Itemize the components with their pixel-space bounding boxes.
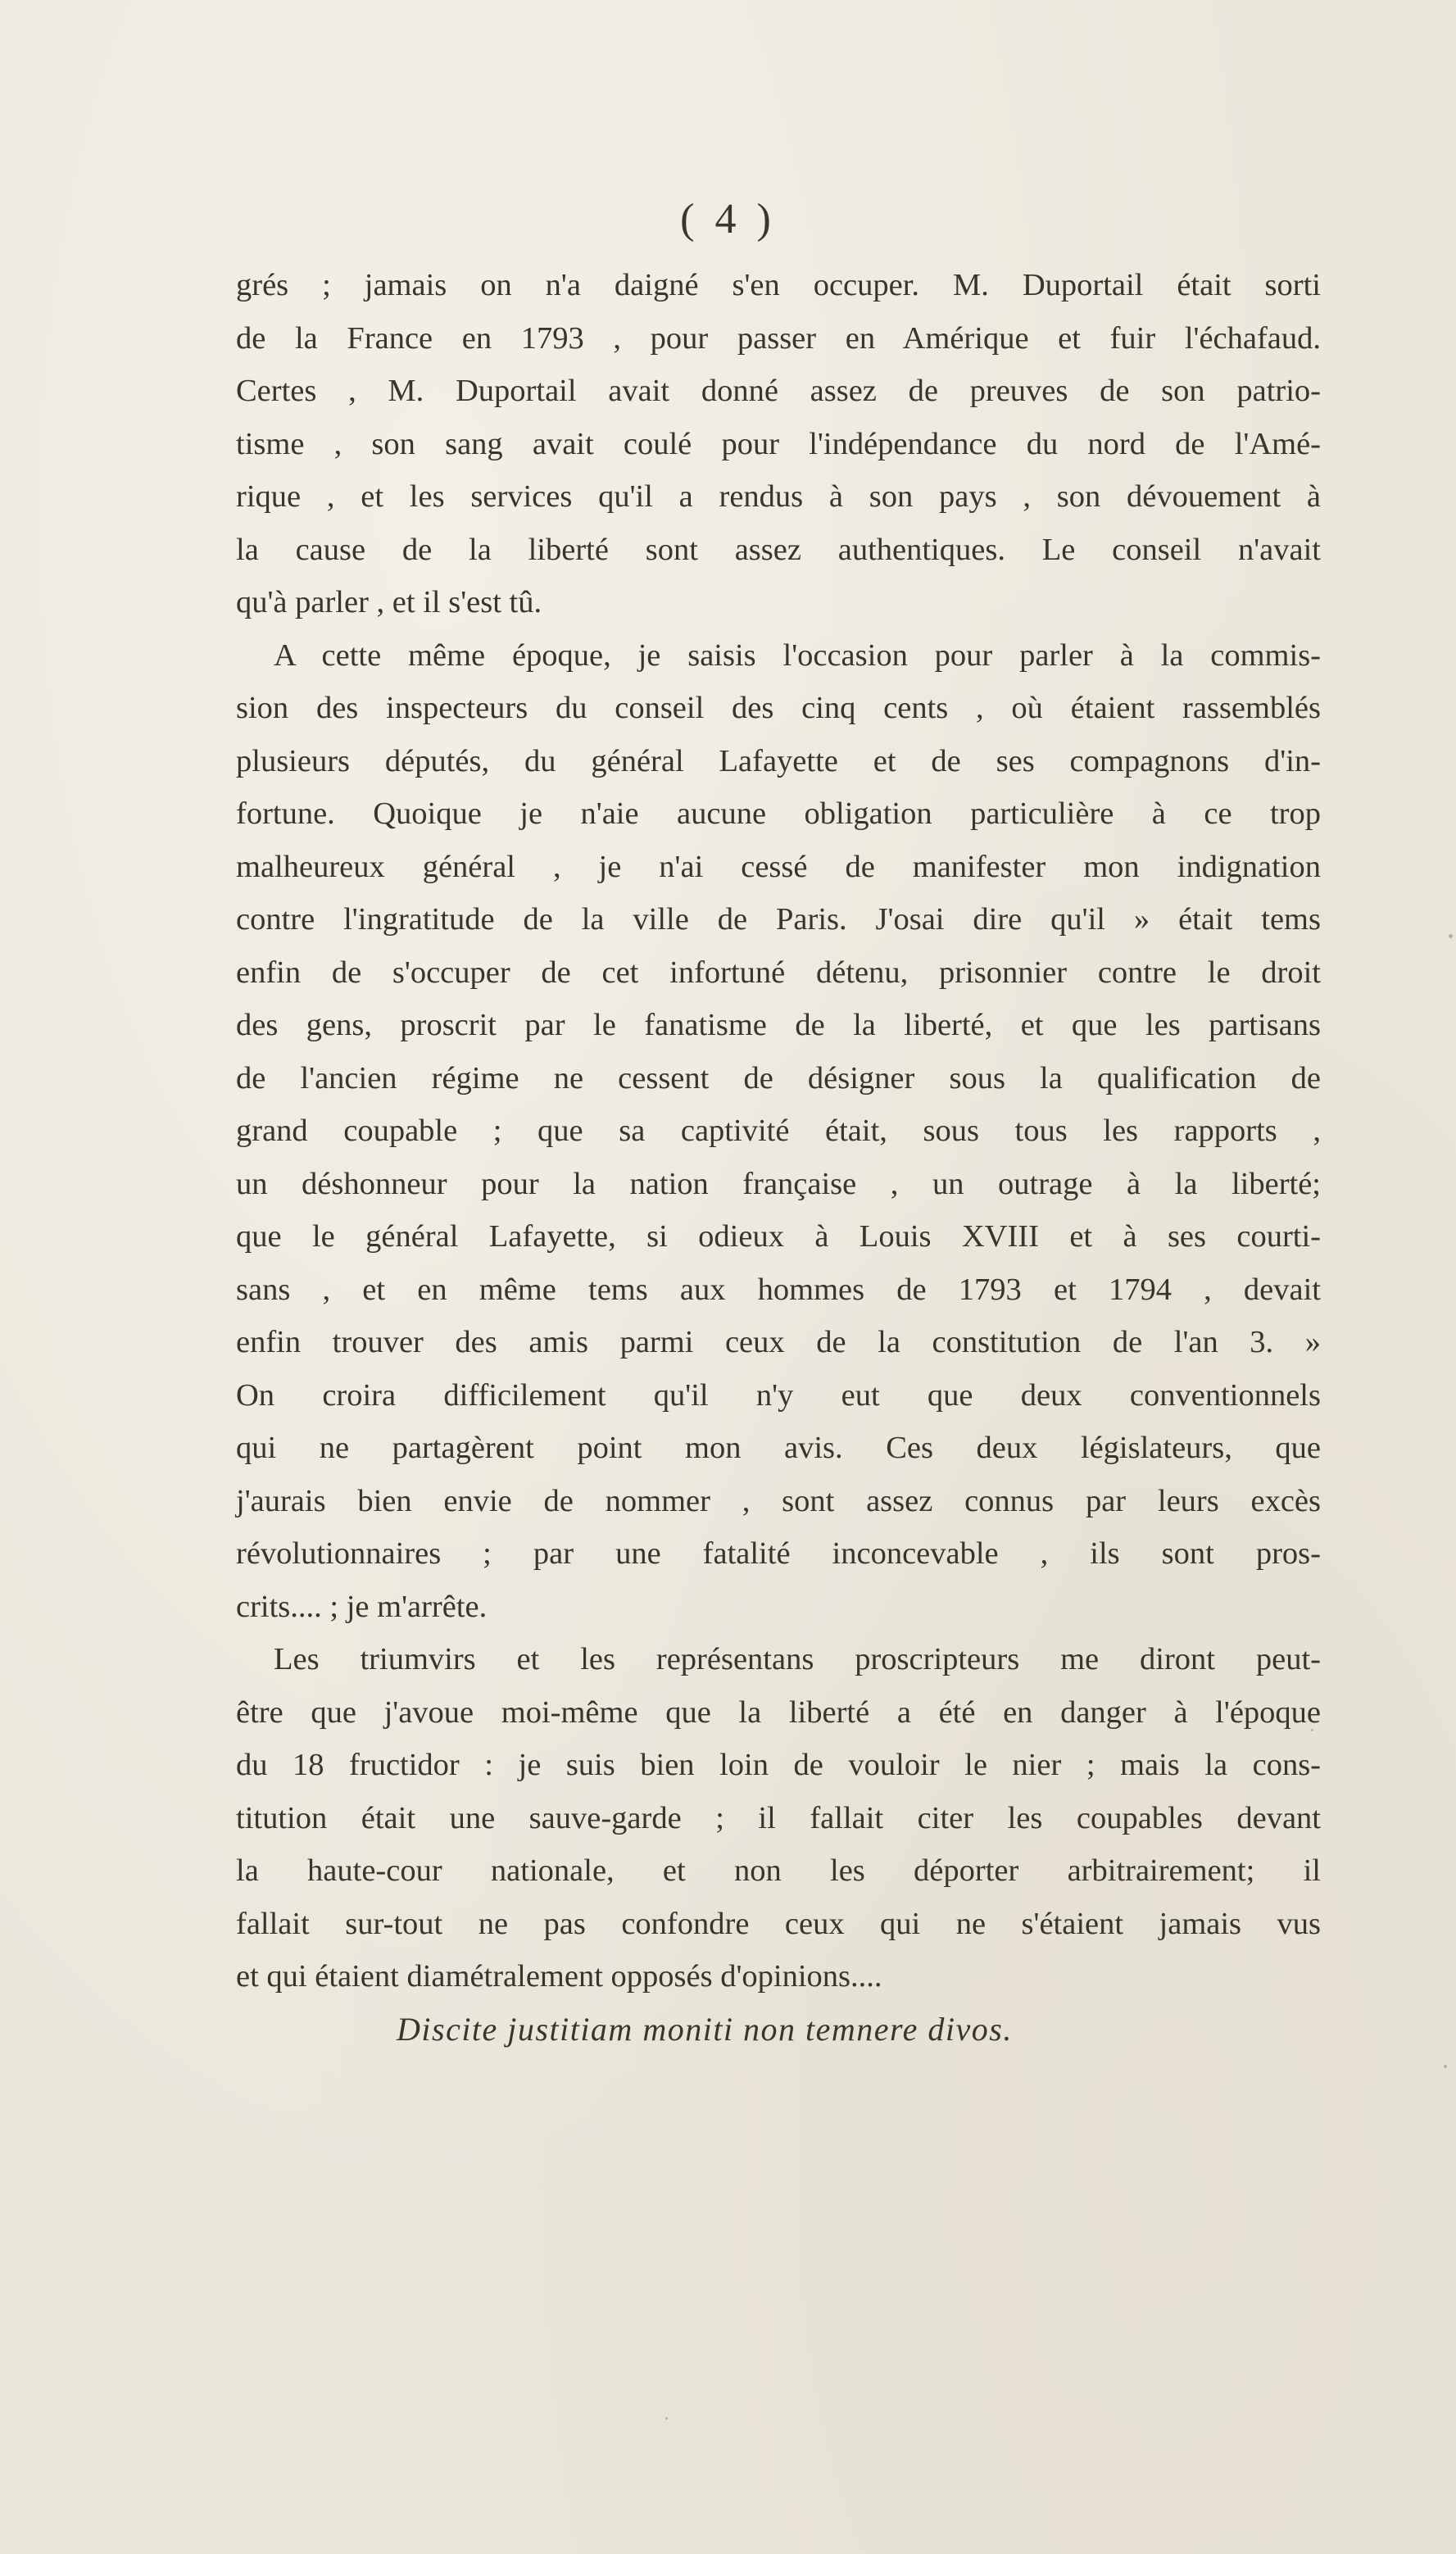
text-line: enfin de s'occuper de cet infortuné détenu, prisonnier contre le droit (236, 955, 1321, 990)
text-line: révolutionnaires ; par une fatalité inconcevable , ils sont pros- (236, 1536, 1321, 1571)
text-line: être que j'avoue moi-même que la liberté a été en danger à l'époque (236, 1694, 1321, 1730)
text-line: un déshonneur pour la nation française , un outrage à la liberté; (236, 1166, 1321, 1201)
text-line: Certes , M. Duportail avait donné assez de preuves de son patrio- (236, 374, 1321, 408)
text-line: A cette même époque, je saisis l'occasion pour parler à la commis- (274, 637, 1321, 673)
text-line: fallait sur-tout ne pas confondre ceux qui ne s'étaient jamais vus (236, 1906, 1321, 1941)
text-line: tisme , son sang avait coulé pour l'indépendance du nord de l'Amé- (236, 426, 1321, 461)
text-line: la cause de la liberté sont assez authentiques. Le conseil n'avait (236, 532, 1321, 567)
text-line: sion des inspecteurs du conseil des cinq cents , où étaient rassemblés (236, 691, 1321, 725)
text-line: du 18 fructidor : je suis bien loin de vouloir le nier ; mais la cons- (236, 1748, 1321, 1782)
text-line: de la France en 1793 , pour passer en Amérique et fuir l'échafaud. (236, 320, 1321, 356)
text-line: et qui étaient diamétralement opposés d'opinions.... (236, 1959, 882, 1994)
text-line: On croira difficilement qu'il n'y eut que deux conventionnels (236, 1377, 1321, 1413)
text-line: contre l'ingratitude de la ville de Paris. J'osai dire qu'il » était tems (236, 902, 1321, 937)
text-line: sans , et en même tems aux hommes de 1793 et 1794 , devait (236, 1272, 1321, 1307)
paragraph-duportail (236, 259, 1321, 629)
text-line: malheureux général , je n'ai cessé de manifester mon indignation (236, 849, 1321, 884)
latin-motto: Discite justitiam moniti non temnere divos. (397, 2010, 1013, 2048)
text-line: des gens, proscrit par le fanatisme de la liberté, et que les partisans (236, 1008, 1321, 1042)
text-line: Les triumvirs et les représentans proscripteurs me diront peut- (274, 1642, 1321, 1676)
text-line: que le général Lafayette, si odieux à Louis XVIII et à ses courti- (236, 1219, 1321, 1254)
text-line: crits.... ; je m'arrête. (236, 1589, 488, 1624)
text-line: grand coupable ; que sa captivité était, sous tous les rapports , (236, 1114, 1321, 1148)
text-line: grés ; jamais on n'a daigné s'en occuper. M. Duportail était sorti (236, 268, 1321, 302)
text-line: la haute-cour nationale, et non les déporter arbitrairement; il (236, 1853, 1321, 1888)
text-line: fortune. Quoique je n'aie aucune obligation particulière à ce trop (236, 796, 1321, 831)
text-line: qui ne partagèrent point mon avis. Ces deux législateurs, que (236, 1431, 1321, 1465)
text-line: enfin trouver des amis parmi ceux de la constitution de l'an 3. » (236, 1325, 1321, 1359)
text-line: j'aurais bien envie de nommer , sont assez connus par leurs excès (236, 1483, 1321, 1518)
text-line: plusieurs députés, du général Lafayette et de ses compagnons d'in- (236, 743, 1321, 778)
paragraph-lafayette (236, 629, 1321, 1634)
text-line: de l'ancien régime ne cessent de désigner sous la qualification de (236, 1060, 1321, 1096)
paragraph-fructidor (236, 1633, 1321, 2003)
text-line: titution était une sauve-garde ; il fallait citer les coupables devant (236, 1800, 1321, 1835)
body-text (236, 259, 1321, 2056)
page-number: ( 4 ) (680, 196, 776, 243)
text-line: rique , et les services qu'il a rendus à son pays , son dévouement à (236, 479, 1321, 514)
text-line: qu'à parler , et il s'est tû. (236, 585, 542, 619)
